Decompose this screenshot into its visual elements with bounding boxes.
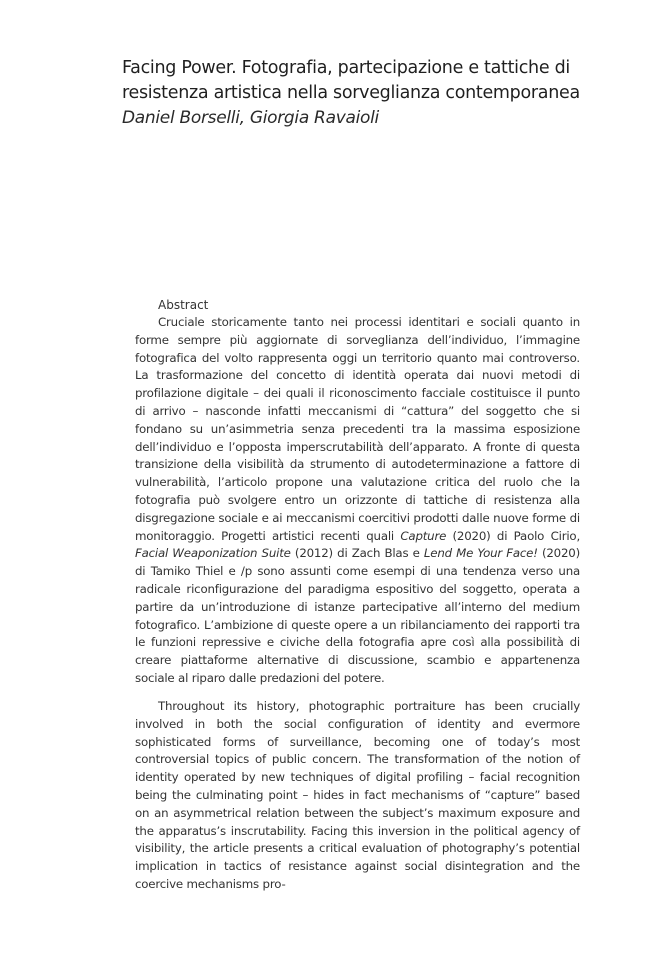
- title-block: [122, 56, 592, 131]
- abstract-italian: [135, 314, 580, 688]
- work-title-lend-me-your-face: Lend Me Your Face!: [423, 546, 538, 561]
- abstract-english: Throughout its history, photographic portraiture has been crucially involved in both the social configuration of identity and evermore sophisticated forms of surveillance, becoming one of today’s most controversial topics of public concern. The transformation of the notion of identity operated by new techniques of digital profiling – facial recognition being the culminating point – hides in fact mechanisms of “capture” based on an asymmetrical relation between the subject’s maximum exposure and the apparatus’s inscrutability. Facing this inversion in the political agency of visibility, the article presents a critical evaluation of photography’s potential implication in tactics of resistance against social disintegration and the coercive mechanisms pro-: [135, 699, 580, 891]
- work-title-facial-weaponization: Facial Weaponization Suite: [135, 546, 291, 561]
- article-authors: Daniel Borselli, Giorgia Ravaioli: [122, 108, 379, 128]
- article-title-line2: resistenza artistica nella sorveglianza contemporanea: [122, 83, 580, 103]
- work-title-capture: Capture: [400, 528, 447, 543]
- abstract-it-text-4: (2020) di Tamiko Thiel e /p sono assunti come esempi di una tendenza verso una radicale riconfigurazione del paradigma espositivo del soggetto, operata a partire da un’introduzione di istanze partecipative all’interno del medium fotografico. L’ambizione di queste opere a un ribilanciamento dei rapporti tra le funzioni repressive e civiche della fotografia apre così alla possibilità di creare piattaforme alternative di discussione, scambio e appartenenza sociale al riparo dalle predazioni del potere.: [135, 546, 581, 685]
- article-title: [122, 56, 592, 106]
- abstract-it-text-2: (2020) di Paolo Cirio,: [446, 528, 580, 543]
- abstract-it-text-1: Cruciale storicamente tanto nei processi identitari e sociali quanto in forme sempre più aggiornate di sorveglianza dell’individuo, l’immagine fotografica del volto rappresenta oggi un territorio quanto mai controverso. La trasformazione del concetto di identità operata dai nuovi metodi di profilazione digitale – dei quali il riconoscimento facciale costituisce il punto di arrivo – nasconde infatti meccanismi di “cattura” del soggetto che si fondano su un’asimmetria senza precedenti tra la massima esposizione dell’individuo e l’opposta imperscrutabilità dell’apparato. A fronte di questa transizione della visibilità da strumento di autodeterminazione a fattore di vulnerabilità, l’articolo propone una valutazione critica del ruolo che la fotografia può svolgere entro un orizzonte di tattiche di resistenza alla disgregazione sociale e ai meccanismi coercitivi prodotti dalle nuove forme di monitoraggio. Progetti artistici recenti quali: [135, 315, 580, 543]
- abstract-it-text-3: (2012) di Zach Blas e: [290, 546, 424, 561]
- article-title-line1: Facing Power. Fotografia, partecipazione e tattiche di: [122, 58, 570, 78]
- abstract-section: [135, 296, 580, 688]
- abstract-heading: Abstract: [158, 298, 209, 312]
